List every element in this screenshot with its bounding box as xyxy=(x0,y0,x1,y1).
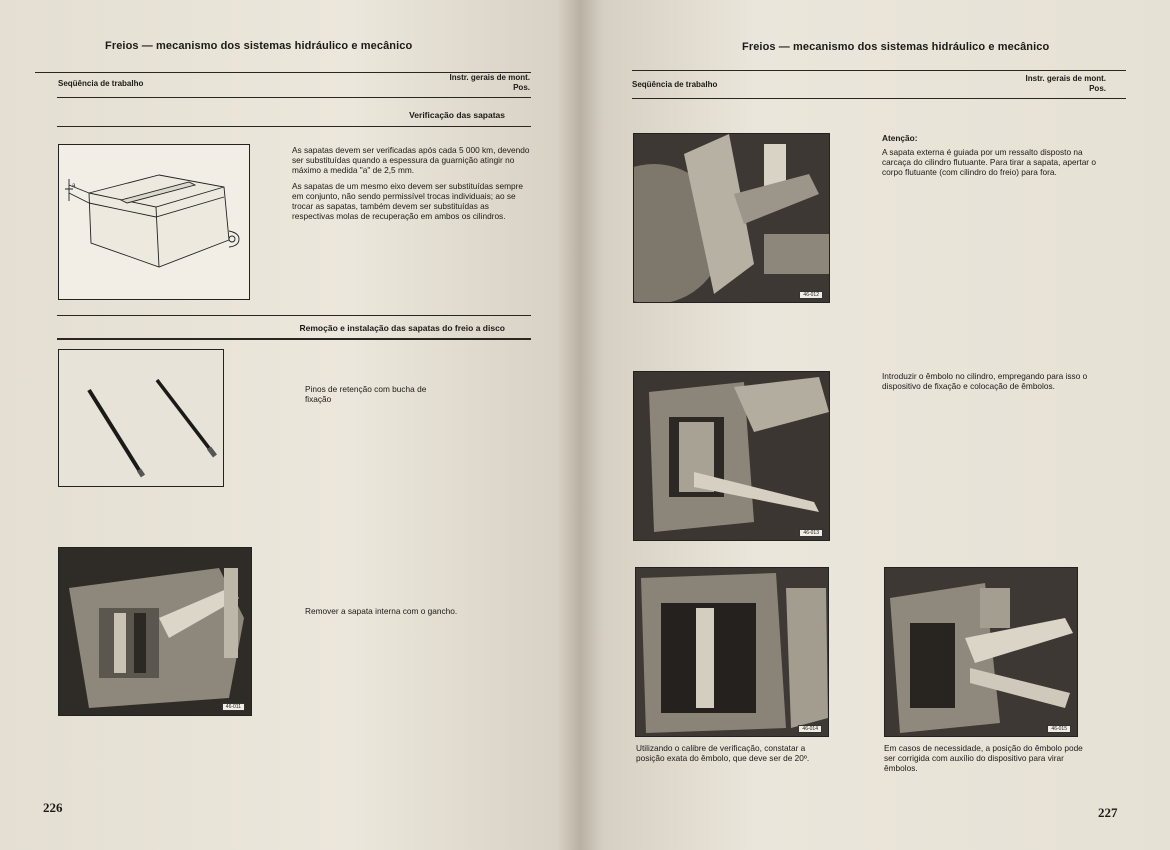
photo-46-013 xyxy=(633,371,830,541)
section1-rule xyxy=(57,126,531,127)
photo-tag-46-014: 46-014 xyxy=(798,725,822,733)
left-seq-label: Seqüência de trabalho xyxy=(58,79,144,88)
correct-caption: Em casos de necessidade, a posição do êmbolo pode ser corrigida com auxílio do dispositivo para virar êmbolos. xyxy=(884,743,1083,773)
remove-caption: Remover a sapata interna com o gancho. xyxy=(305,606,458,616)
section-title-removal: Remoção e instalação das sapatas do freio a disco xyxy=(299,323,505,333)
attention-block xyxy=(882,133,1102,177)
diagram-label-a: a xyxy=(72,183,76,189)
section2-rule xyxy=(57,338,531,340)
photo-tag-46-011: 46-011 xyxy=(222,703,245,711)
photo-46-012 xyxy=(633,133,830,303)
left-header-title: Freios — mecanismo dos sistemas hidráulico e mecânico xyxy=(105,40,413,52)
photo-46-015 xyxy=(884,567,1078,737)
right-instr-line2: Pos. xyxy=(1089,84,1106,93)
left-instr-label xyxy=(380,73,530,93)
photo-tag-46-015: 46-015 xyxy=(1047,725,1071,733)
attention-label: Atenção: xyxy=(882,133,918,143)
photo-46-014 xyxy=(635,567,829,737)
brake-pad-diagram xyxy=(58,144,250,300)
piston-instruction: Introduzir o êmbolo no cilindro, empregando para isso o dispositivo de fixação e colocação de êmbolos. xyxy=(882,371,1088,391)
right-page xyxy=(580,0,1170,850)
left-instr-line2: Pos. xyxy=(513,83,530,92)
left-page-number: 226 xyxy=(43,800,63,815)
right-page-number: 227 xyxy=(1098,805,1118,820)
retention-pins-photo xyxy=(58,349,224,487)
remove-pad-photo xyxy=(58,547,252,716)
gauge-caption: Utilizando o calibre de verificação, constatar a posição exata do êmbolo, que deve ser de 20º. xyxy=(636,743,810,763)
left-page xyxy=(0,0,580,850)
right-header-rule xyxy=(632,70,1126,71)
section-title-verification: Verificação das sapatas xyxy=(409,110,505,120)
photo-tag-46-012: 46-012 xyxy=(799,291,823,299)
attention-text: A sapata externa é guiada por um ressalto disposto na carcaça do cilindro flutuante. Para tirar a sapata, apertar o corpo flutuante (com cilindro do freio) para fora. xyxy=(882,147,1096,177)
verification-text xyxy=(292,145,532,221)
right-instr-line1: Instr. gerais de mont. xyxy=(1025,74,1106,83)
section2-top-rule xyxy=(57,315,531,316)
right-seq-rule xyxy=(632,98,1126,99)
right-header-title: Freios — mecanismo dos sistemas hidráulico e mecânico xyxy=(742,41,1050,53)
left-instr-line1: Instr. gerais de mont. xyxy=(449,73,530,82)
verification-para-1: As sapatas devem ser verificadas após cada 5 000 km, devendo ser substituídas quando a espessura da guarnição atingir no máximo a medida "a" de 2,5 mm. xyxy=(292,145,530,175)
verification-para-2: As sapatas de um mesmo eixo devem ser substituídas sempre em conjunto, não sendo permissível trocas individuais; ao se trocar as sapatas, também devem ser substituídas as respectivas molas de recuperação em ambos os cilindros. xyxy=(292,181,524,221)
photo-tag-46-013: 46-013 xyxy=(799,529,823,537)
right-seq-label: Seqüência de trabalho xyxy=(632,80,718,89)
left-seq-rule xyxy=(57,97,531,98)
right-instr-label xyxy=(956,74,1106,94)
pins-caption: Pinos de retenção com bucha de fixação xyxy=(305,384,427,404)
